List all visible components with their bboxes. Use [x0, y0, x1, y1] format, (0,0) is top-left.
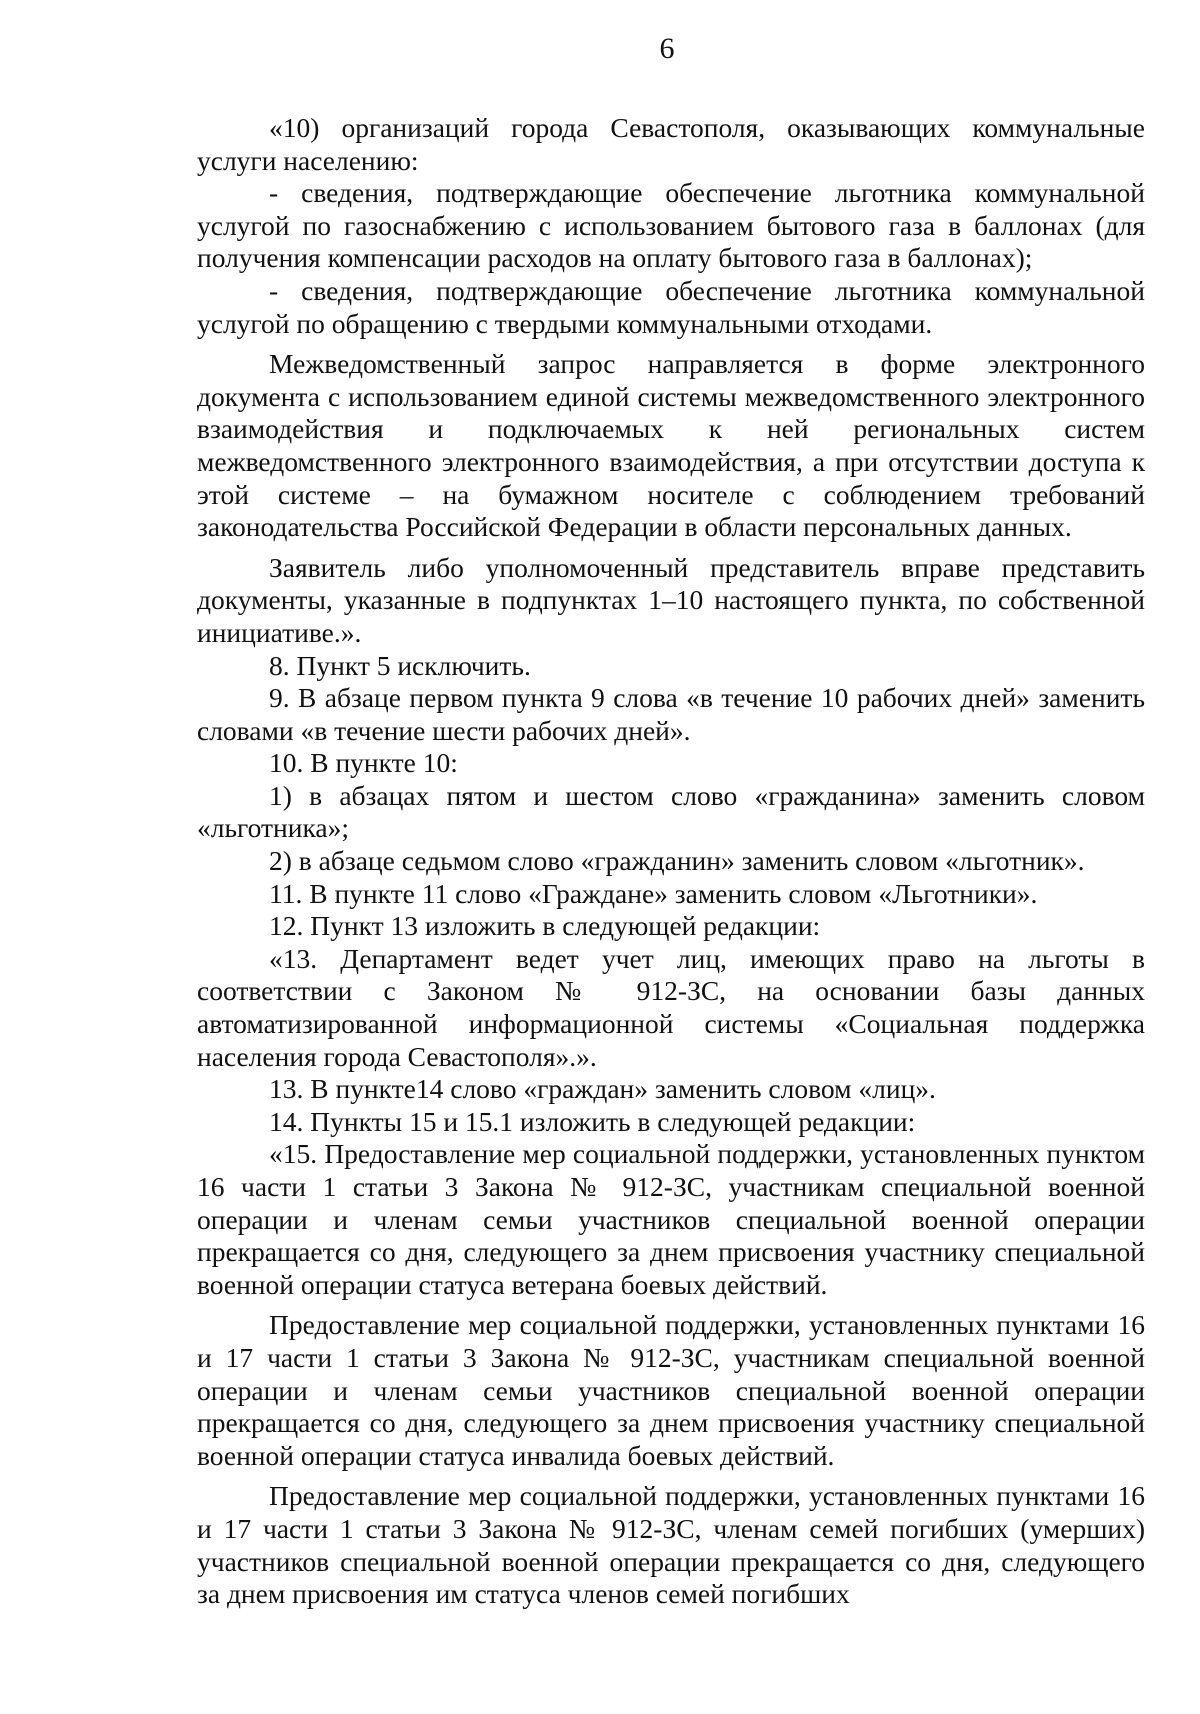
paragraph: 13. В пункте14 слово «граждан» заменить словом «лиц».: [269, 1073, 936, 1105]
paragraph: 10. В пункте 10:: [269, 747, 458, 779]
paragraph: Заявитель либо уполномоченный представитель вправе представить документы, указанные в подпунктах 1–10 настоящего пункта, по собственной инициативе.».: [197, 551, 1145, 648]
paragraph: «13. Департамент ведет учет лиц, имеющих право на льготы в соответствии с Законом № 912-ЗС, на основании базы данных автоматизированной информационной системы «Социальная поддержка населения города Севастополя».».: [197, 942, 1145, 1072]
paragraph: 2) в абзаце седьмом слово «гражданин» заменить словом «льготник».: [269, 845, 1085, 877]
paragraph: - сведения, подтверждающие обеспечение льготника коммунальной услугой по газоснабжению с использованием бытового газа в баллонах (для получения компенсации расходов на оплату бытового газа в баллонах);: [197, 177, 1145, 274]
page-number: 6: [659, 32, 675, 65]
paragraph: 8. Пункт 5 исключить.: [269, 649, 531, 681]
paragraph: 9. В абзаце первом пункта 9 слова «в течение 10 рабочих дней» заменить словами «в течение шести рабочих дней».: [197, 682, 1145, 746]
paragraph: «15. Предоставление мер социальной поддержки, установленных пунктом 16 части 1 статьи 3 Закона № 912-ЗС, участникам специальной военной операции и членам семьи участников специальной военной операции прекращается со дня, следующего за днем присвоения участнику специальной военной операции статуса ветерана боевых действий.: [197, 1138, 1145, 1300]
paragraph: - сведения, подтверждающие обеспечение льготника коммунальной услугой по обращению с твердыми коммунальными отходами.: [197, 274, 1145, 339]
paragraph: Межведомственный запрос направляется в форме электронного документа с использованием единой системы межведомственного электронного взаимодействия и подключаемых к ней региональных систем межведомственного электронного взаимодействия, а при отсутствии доступа к этой системе – на бумажном носителе с соблюдением требований законодательства Российской Федерации в области персональных данных.: [197, 348, 1145, 543]
paragraph: 12. Пункт 13 изложить в следующей редакции:: [269, 910, 821, 942]
paragraph: Предоставление мер социальной поддержки, установленных пунктами 16 и 17 части 1 статьи 3 Закона № 912-ЗС, членам семей погибших (умерших) участников специальной военной операции прекращается со дня, следующего за днем присвоения им статуса членов семей погибших: [197, 1480, 1145, 1610]
document-body: [197, 112, 1145, 1611]
paragraph: «10) организаций города Севастополя, оказывающих коммунальные услуги населению:: [197, 112, 1145, 176]
paragraph: 11. В пункте 11 слово «Граждане» заменить словом «Льготники».: [269, 877, 1038, 909]
paragraph: Предоставление мер социальной поддержки, установленных пунктами 16 и 17 части 1 статьи 3 Закона № 912-ЗС, участникам специальной военной операции и членам семьи участников специальной военной операции прекращается со дня, следующего за днем присвоения участнику специальной военной операции статуса инвалида боевых действий.: [197, 1309, 1145, 1471]
paragraph: 1) в абзацах пятом и шестом слово «гражданина» заменить словом «льготника»;: [197, 779, 1145, 844]
paragraph: 14. Пункты 15 и 15.1 изложить в следующей редакции:: [269, 1105, 916, 1137]
